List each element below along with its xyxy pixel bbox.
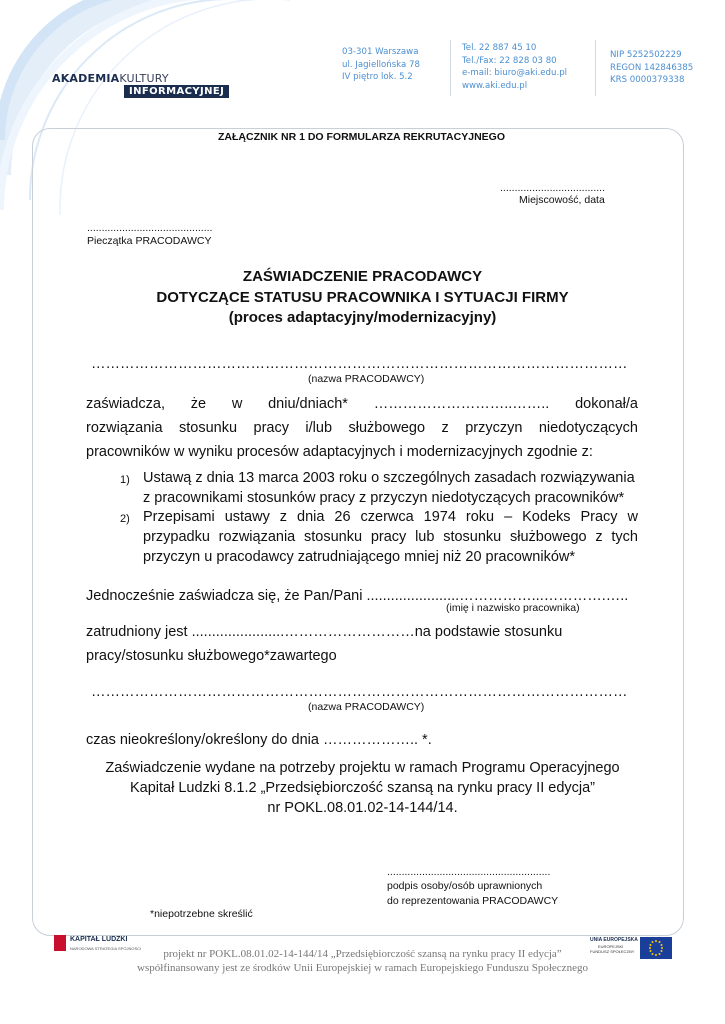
- aki-logo: [52, 72, 225, 97]
- para1-line2: rozwiązania stosunku pracy i/lub służbowego z przyczyn niedotyczących: [86, 420, 638, 436]
- contact-line: www.aki.edu.pl: [462, 80, 528, 91]
- place-date-dots: ....................................: [500, 182, 606, 194]
- item2-line1: Przepisami ustawy z dnia 26 czerwca 1974 roku – Kodeks Pracy w: [143, 509, 638, 525]
- address-line: 03-301 Warszawa: [342, 47, 419, 57]
- stamp-label: Pieczątka PRACODAWCY: [87, 235, 212, 247]
- list-number-2: 2): [120, 513, 130, 525]
- eu-logo-sub2: FUNDUSZ SPOŁECZNY: [590, 949, 635, 954]
- signature-label-1: podpis osoby/osób uprawnionych: [387, 880, 543, 892]
- registry-line: KRS 0000379338: [610, 75, 685, 85]
- contact-line: e-mail: biuro@aki.edu.pl: [462, 68, 568, 78]
- item1-line2: z pracownikami stosunków pracy z przyczyn niedotyczących pracowników*: [143, 490, 625, 506]
- header-divider: [595, 40, 596, 96]
- item2-line2: przypadku rozwiązania stosunku pracy lub stosunku służbowego z tych: [143, 529, 638, 545]
- footnote: *niepotrzebne skreślić: [150, 908, 253, 920]
- contact-line: Tel./Fax: 22 828 03 80: [462, 55, 557, 66]
- eu-logo-title: UNIA EUROPEJSKA: [590, 937, 638, 943]
- project-line-1: Zaświadczenie wydane na potrzeby projektu w ramach Programu Operacyjnego: [105, 760, 620, 776]
- footer-line-1: projekt nr POKL.08.01.02-14-144/14 „Przedsiębiorczość szansą na rynku pracy II edycja”: [163, 948, 562, 960]
- stamp-dots: ...........................................: [87, 222, 213, 234]
- item2-line3: przyczyn u pracodawcy zatrudniającego mniej niż 20 pracowników*: [143, 549, 575, 565]
- address-line: IV piętro lok. 5.2: [342, 72, 413, 82]
- list-number-1: 1): [120, 474, 130, 486]
- place-date-label: Miejscowość, data: [519, 194, 605, 206]
- registry-line: REGON 142846385: [610, 62, 694, 73]
- project-line-2: Kapitał Ludzki 8.1.2 „Przedsiębiorczość szansą na rynku pracy II edycja”: [129, 780, 596, 796]
- project-line-3: nr POKL.08.01.02-14-144/14.: [267, 800, 458, 816]
- kl-logo-sub: NARODOWA STRATEGIA SPÓJNOŚCI: [70, 946, 142, 951]
- employee-name-label: (imię i nazwisko pracownika): [446, 602, 580, 614]
- eu-logo-sub1: EUROPEJSKI: [598, 944, 624, 949]
- employer-name-label: (nazwa PRACODAWCY): [308, 373, 425, 385]
- employer-name-dots: …………………………………………………………………………………………………: [91, 356, 628, 372]
- para3-line2: pracy/stosunku służbowego*zawartego: [86, 648, 337, 664]
- contact-line: Tel. 22 887 45 10: [462, 43, 537, 53]
- registry-block: [610, 49, 693, 87]
- address-block: [342, 46, 420, 84]
- footer-line-2: współfinansowany jest ze środków Unii Europejskiej w ramach Europejskiego Funduszu Społecznego: [137, 962, 588, 974]
- contact-block: [462, 42, 567, 92]
- para4-line1: czas nieokreślony/określony do dnia ……………….. *.: [86, 732, 432, 748]
- title-line-2: DOTYCZĄCE STATUSU PRACOWNIKA I SYTUACJI FIRMY: [156, 289, 569, 306]
- employer-name-label-2: (nazwa PRACODAWCY): [308, 701, 425, 713]
- kl-logo-title: KAPITAŁ LUDZKI: [70, 936, 128, 943]
- logo-word-kultury: KULTURY: [119, 72, 169, 85]
- item1-line1: Ustawą z dnia 13 marca 2003 roku o szczególnych zasadach rozwiązywania: [143, 470, 635, 486]
- signature-label-2: do reprezentowania PRACODAWCY: [387, 895, 559, 907]
- title-line-3: (proces adaptacyjny/modernizacyjny): [228, 309, 497, 326]
- attachment-title: ZAŁĄCZNIK NR 1 DO FORMULARZA REKRUTACYJNEGO: [218, 131, 505, 143]
- logo-word-informacyjnej: INFORMACYJNEJ: [124, 85, 229, 98]
- para2-line1: Jednocześnie zaświadcza się, że Pan/Pani .......................……………...………….…..: [86, 588, 629, 604]
- signature-dots: ........................................................: [387, 866, 551, 878]
- employer-name-dots-2: …………………………………………………………………………………………………: [91, 684, 628, 700]
- para1-line1: zaświadcza, że w dniu/dniach* ………………………..…….. dokonał/a: [86, 396, 638, 412]
- address-line: ul. Jagiellońska 78: [342, 59, 420, 70]
- title-line-1: ZAŚWIADCZENIE PRACODAWCY: [242, 268, 483, 285]
- para3-line1: zatrudniony jest .......................………………………na podstawie stosunku: [86, 624, 563, 640]
- registry-line: NIP 5252502229: [610, 50, 682, 60]
- para1-line3: pracowników w wyniku procesów adaptacyjnych i modernizacyjnych zgodnie z:: [86, 444, 593, 460]
- header-divider: [450, 40, 451, 96]
- logo-word-akademia: AKADEMIA: [52, 72, 120, 85]
